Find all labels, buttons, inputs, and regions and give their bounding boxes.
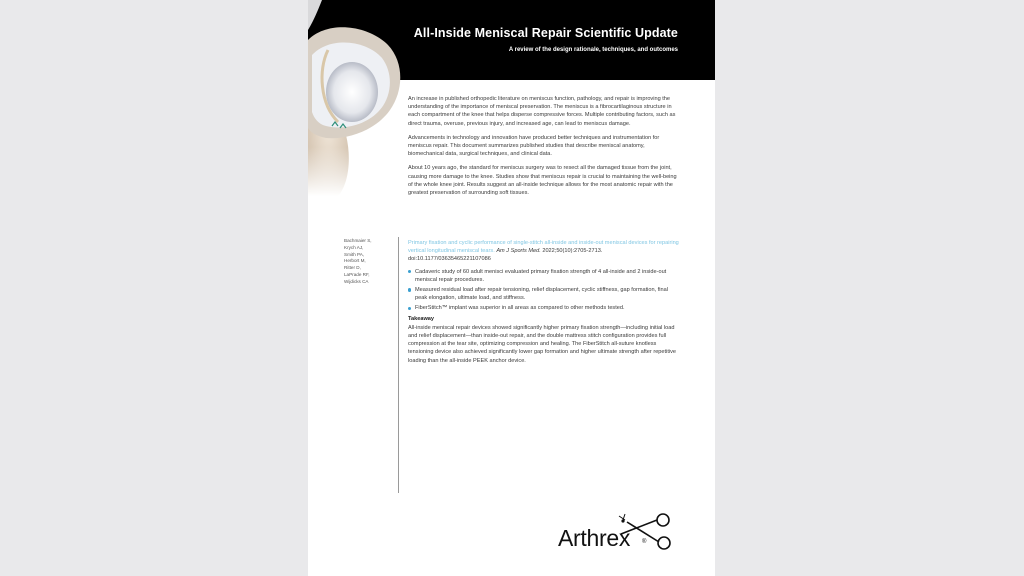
- author: Krych AJ,: [344, 244, 364, 250]
- bullet-dot-icon: [408, 270, 411, 273]
- takeaway-text: All-inside meniscal repair devices showed significantly higher primary fixation strength—including initial load and relief displacement—than inside-out repair, and the double mattress stitch configuration provides full compression at the tear site, optimizing compression and healing. The FiberStitch all-suture knotless tensioning device also achieved significantly lower gap formation and higher ultimate strength after repetitive loading than the all-inside PEEK anchor device.: [408, 324, 677, 364]
- bullet-dot-icon: [408, 288, 411, 291]
- author: Wijdicks CA: [344, 278, 369, 284]
- reference-title-link[interactable]: Primary fixation and cyclic performance of single-stitch all-inside and inside-out meniscal devices for repairing vertical longitudinal meniscal tears.: [408, 240, 679, 255]
- divider-line: [398, 237, 399, 493]
- list-item: [408, 304, 680, 312]
- intro-paragraph-2: Advancements in technology and innovation have produced better techniques and instrumentation for meniscus repair. This document summarizes published studies that describe meniscal anatomy, biomechanical data, surgical techniques, and clinical data.: [408, 134, 660, 158]
- finding-text: Cadaveric study of 60 adult menisci evaluated primary fixation strength of 4 all-inside and 2 inside-out meniscal repair procedures.: [415, 268, 667, 283]
- finding-text: FiberStitch™ implant was superior in all areas as compared to other methods tested.: [415, 305, 625, 312]
- list-item: [408, 286, 680, 302]
- finding-text: Measured residual load after repair tensioning, relief displacement, cyclic stiffness, gap formation, final peak elongation, ultimate load, and stiffness.: [415, 287, 668, 302]
- intro-text: [408, 95, 678, 203]
- scissors-icon: [616, 512, 678, 552]
- author: Smith PA,: [344, 251, 365, 257]
- logo-registered-mark: ®: [642, 539, 647, 545]
- reference-journal: Am J Sports Med.: [496, 248, 541, 255]
- study-summary: [408, 239, 680, 365]
- intro-paragraph-1: An increase in published orthopedic literature on meniscus function, pathology, and repair is improving the understanding of the importance of meniscal preservation. The meniscus is a fibrocartilaginous structure in each compartment of the knee that helps disperse compressive forces. Multiple contributing factors, such as direct trauma, overuse, previous injury, and increased age, can lead to meniscus damage.: [408, 96, 676, 127]
- document-page: [308, 0, 715, 576]
- reference: [408, 239, 680, 264]
- bullet-dot-icon: [408, 307, 411, 310]
- author: Bachmaier S,: [344, 238, 372, 243]
- intro-paragraph-3: About 10 years ago, the standard for meniscus surgery was to resect all the damaged tissue from the joint, causing more damage to the knee. Studies show that meniscus repair is crucial to maintaining the well-being of the whole knee joint. Results suggest an all-inside technique allows for the most anatomic repair with the greatest preservation of surrounding soft tissues.: [408, 165, 677, 197]
- author: Ritter D,: [344, 265, 361, 271]
- findings-list: [408, 268, 680, 313]
- author: LaPrade RF,: [344, 271, 370, 277]
- takeaway-heading: Takeaway: [408, 315, 435, 322]
- reference-citation: 2022;50(10):2705-2713. doi:10.1177/03635465221107086: [408, 248, 603, 263]
- list-item: [408, 268, 680, 284]
- document-subtitle: A review of the design rationale, techniques, and outcomes: [508, 47, 678, 53]
- author: Herbort M,: [344, 258, 366, 264]
- logo-wordmark: Arthrex: [558, 525, 631, 551]
- author-list: [344, 238, 394, 286]
- document-title: All-Inside Meniscal Repair Scientific Update: [413, 26, 678, 40]
- meniscus-illustration: [308, 0, 404, 196]
- arthrex-logo: [558, 512, 680, 552]
